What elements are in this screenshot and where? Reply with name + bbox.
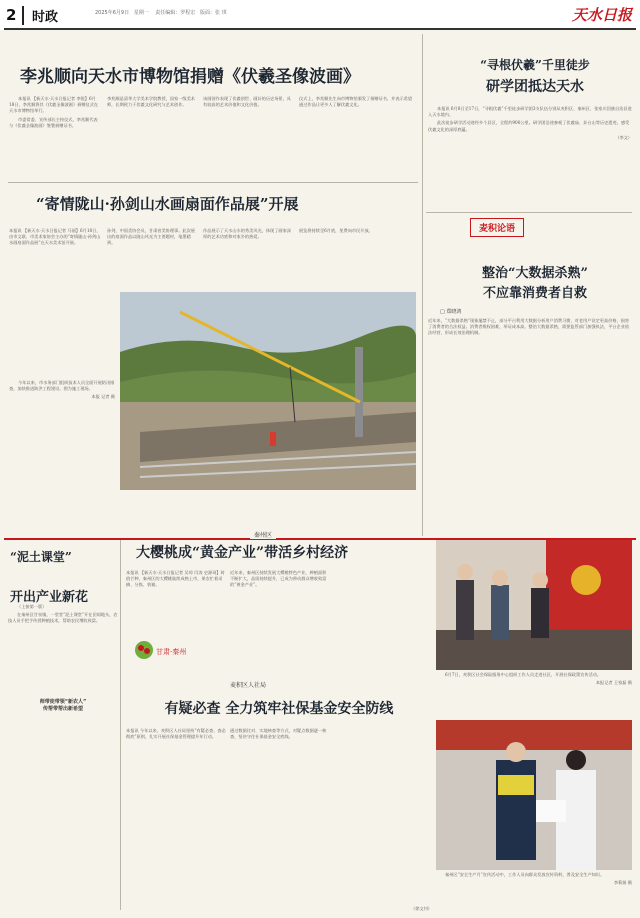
art5-title: 开出产业新花 [10, 590, 89, 605]
qinzhou-logo-image [130, 636, 190, 664]
masthead-weekday: 星期一 [133, 10, 149, 16]
art1-col1 [9, 96, 101, 176]
art4-title: 大樱桃成“黄金产业”带活乡村经济 [136, 545, 349, 561]
construction-photo [120, 292, 416, 490]
commentary-body: 近年来，“大数据杀熟”现象屡禁不止，部分平台利用大数据分析用户消费习惯，对老用户设定更高价格，损害了消费者的合法权益。消费者维权困难，举证成本高。整治大数据杀熟，需要监管部门加强执法，平台企业依法经营，形成长效治理机制。 [428, 318, 630, 336]
art1-lead: 本报讯 【新天水·天水日报记者 李锐】6月18日，李兆顺将其《伏羲圣像波画》捐赠仪式在天水市博物馆举行。 [9, 96, 99, 114]
art6-title: 有疑必查 全力筑牢社保基金安全防线 [164, 701, 394, 717]
photo1-caption-text: 今年以来，市水务部门组织技术人员全面开展防汛排查，加快推进防洪工程建设。图为施工现场。 [9, 380, 115, 392]
qinzhou-logo [130, 636, 190, 664]
masthead-info [95, 9, 227, 16]
art1-col2: 李兆顺是清华大学美术学院教授，国家一级美术师，长期致力于伏羲文化研究与艺术创作。 [107, 96, 195, 108]
art4-col1: 本报讯 【新天水·天水日报记者 吴琼 闫涛 史源珂】时值芒种，秦州区的大樱桃陆续成熟上市，果农忙着采摘、分拣、装箱。 [126, 570, 225, 588]
bottom-photo-image [436, 720, 632, 870]
art1-col3: 该画创作表现了伏羲创世、画卦的历史场景，具有较高的艺术价值和文化价值。 [203, 96, 291, 108]
art6-credit: （徐文钊） [411, 905, 432, 911]
art4-photo-caption [436, 672, 632, 714]
art2-col4: 展览将持续至6月底，免费向市民开放。 [299, 228, 373, 233]
masthead-editor: 责任编辑：罗程宏 [155, 10, 196, 16]
paper-logo: 天水日报 [571, 6, 632, 24]
art3-body [428, 106, 632, 208]
commentary-title1: 整治“大数据杀熟” [482, 266, 588, 281]
art1-col4: 仪式上，李兆顺先生向市博物馆颁发了捐赠证书，并表示希望通过作品让更多人了解伏羲文化。 [299, 96, 413, 108]
art5-body2 [8, 716, 118, 906]
art3-body-text: 此次徒步研学活动途经多个县区，全程约900公里。研学团沿途参观了伏羲庙、卦台山等历史遗迹，感受伏羲文化的深厚底蕴。 [428, 120, 630, 132]
section-qinzhou: 秦州区 [250, 530, 276, 539]
commentary-badge [470, 218, 524, 237]
commentary-title2: 不应靠消费者自救 [482, 286, 587, 301]
art5-lead: （上接第一版） [17, 604, 47, 609]
art3-kicker: “寻根伏羲”千里徒步 [480, 58, 590, 72]
art5-sub [8, 698, 118, 712]
art6-col2: 通过数据比对、实地核查等方式，对疑点数据逐一核查，坚决守住社保基金安全底线。 [230, 728, 327, 740]
art4-photo [436, 540, 632, 670]
construction-photo-image [120, 292, 416, 490]
art2-col2: 孙剑，中国美协会员，甘肃省美协理事。此次展出的扇面作品以陇山风光为主要题材，笔墨精到。 [107, 228, 195, 246]
masthead-layout: 版面：张 琪 [200, 10, 227, 16]
art1-col1-text: 市委常委、宣传部长主持仪式，李兆顺代表与《伏羲圣像波画》签署捐赠证书。 [9, 116, 98, 128]
art2-title: “寄情陇山·孙剑山水画扇面作品展”开展 [36, 195, 299, 213]
art6-col1: 本报讯 今年以来，麦积区人社局坚持“有疑必查、查必彻底”原则，扎实开展社保基金管理提升年行动。 [126, 728, 226, 740]
photo1-caption [9, 380, 115, 490]
art4-photo-caption-text: 6月7日，麦积区社会保险服务中心组织工作人员走进社区，开展社保政策宣传活动。 [445, 672, 602, 677]
art3-lead: 本报讯 6月8日至17日，“寻根伏羲”千里徒步研学团3支队伍分别从麦积区、秦州区、张家川回族自治县进入天水境内。 [428, 106, 632, 118]
commentary-author: □ 郑晓鸿 [440, 309, 462, 315]
art2-col3: 作品展示了天水山水的秀美风光，体现了画家深厚的艺术功底和对家乡的热爱。 [203, 228, 291, 240]
art3-credit: （李文） [615, 134, 632, 140]
art5-sub2: 传帮带帮出新希望 [42, 706, 83, 712]
bottom-photo-caption [436, 872, 632, 914]
art3-title: 研学团抵达天水 [486, 79, 584, 95]
art5-sub1: 师带徒带领“新农人” [39, 699, 87, 705]
photo1-credit: 本报 记者 摄 [91, 394, 115, 400]
art2-col1: 本报讯 【新天水·天水日报记者 马丽】6月18日，由市文联、市美术家协会主办的“寄情陇山·孙剑山水画扇面作品展”在天水美术馆开展。 [9, 228, 101, 246]
art5-kicker: “泥土课堂” [10, 550, 72, 564]
bottom-photo-caption-text: 秦州区“安全生产月”宣传活动中，工作人员向群众发放宣传资料，普及安全生产知识。 [445, 872, 605, 877]
art4-photo-image [436, 540, 632, 670]
art4-photo-credit: 本报记者 王家磊 摄 [595, 680, 632, 686]
masthead [0, 0, 640, 30]
page-number: 2 [6, 6, 17, 24]
art4-col2: 近年来，秦州区持续发展大樱桃特色产业，种植面积不断扩大，品质持续提升，已成为带动群众增收致富的“黄金产业”。 [230, 570, 327, 588]
svg-text:甘肃·秦州: 甘肃·秦州 [156, 648, 187, 656]
art6-col3 [334, 728, 432, 912]
bottom-photo-credit: 李莉娟 摄 [613, 880, 632, 886]
art4-col3 [334, 570, 434, 640]
art5-body-text: 在秦州区甘泉镇，一堂堂“泥土课堂”开在田间地头，农技人员手把手传授种植技术，帮助农民增收致富。 [8, 612, 118, 624]
commentary-badge-label: 麦积论语 [479, 224, 516, 234]
section-maiji: 麦积区人社局 [230, 682, 267, 689]
bottom-photo [436, 720, 632, 870]
section-name: 时政 [22, 6, 58, 25]
masthead-date: 2025年6月9日 [95, 10, 130, 16]
art5-body [8, 604, 118, 694]
art1-title: 李兆顺向天水市博物馆捐赠《伏羲圣像波画》 [20, 67, 360, 87]
